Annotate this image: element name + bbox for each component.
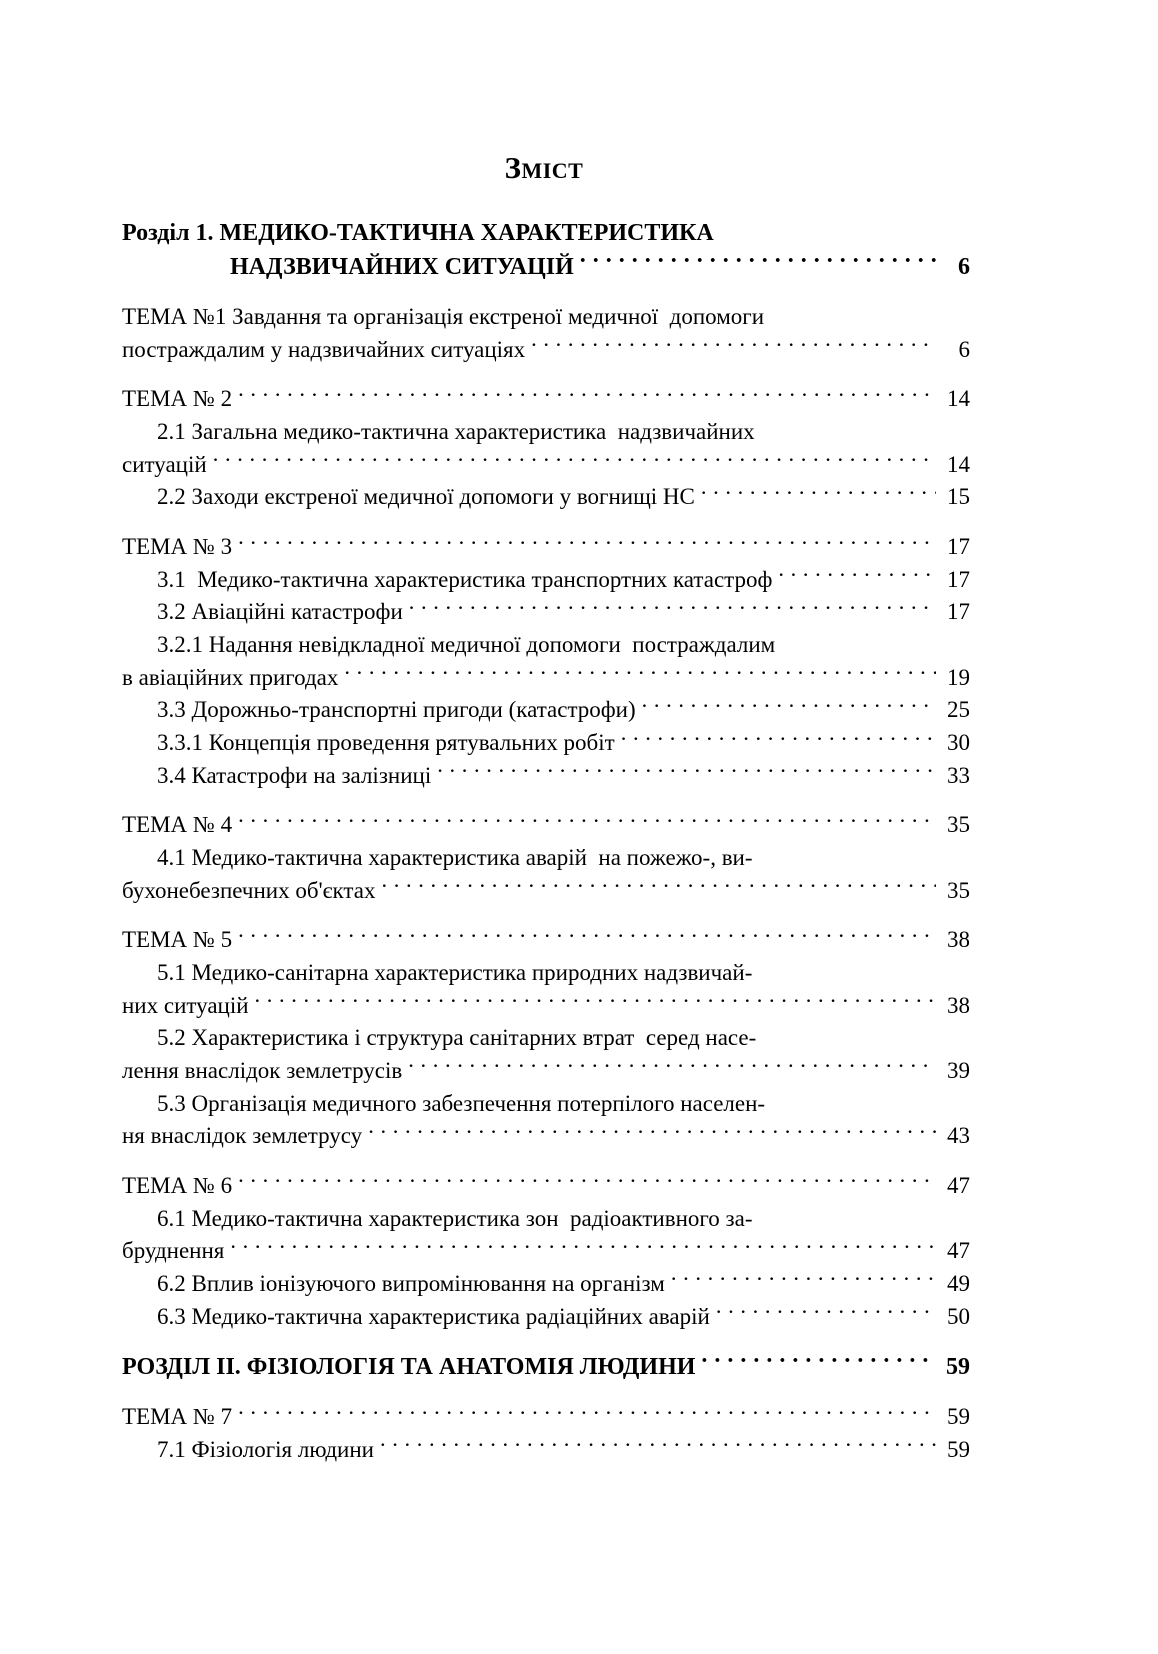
leader-dots	[238, 531, 936, 554]
toc-page-number: 30	[947, 730, 970, 756]
toc-entry-label: бруднення	[122, 1238, 225, 1264]
toc-group-tema-3	[122, 531, 970, 792]
toc-subgroup-sub-3-2-1	[122, 629, 970, 694]
toc-entry-label: 4.1 Медико-тактична характеристика аварій на пожежо-, ви-	[157, 845, 753, 870]
toc-page-number: 59	[947, 1436, 970, 1462]
toc-entry-label: в авіаційних пригодах	[122, 664, 339, 690]
toc-entry-label: ТЕМА № 2	[122, 386, 233, 412]
toc-subgroup-sub-5-3	[122, 1088, 970, 1153]
toc-group-tema-6	[122, 1170, 970, 1333]
toc-entry[interactable]	[122, 727, 970, 760]
toc-entry-label: ТЕМА № 7	[122, 1404, 233, 1430]
leader-dots	[778, 564, 936, 587]
toc-entry-label: ня внаслідок землетрусу	[122, 1123, 363, 1149]
toc-entry[interactable]	[122, 1235, 970, 1268]
toc-entry-label: 2.1 Загальна медико-тактична характеристика надзвичайних	[157, 419, 755, 445]
toc-entry[interactable]	[122, 449, 970, 482]
leader-dots	[368, 1120, 936, 1143]
leader-dots	[716, 1301, 936, 1324]
toc-page-number: 47	[947, 1172, 970, 1198]
toc-entry-label: 3.1 Медико-тактична характеристика транспортних катастроф	[157, 566, 773, 592]
toc-subgroup-sub-3-4	[122, 760, 970, 793]
toc-entry[interactable]	[122, 990, 970, 1023]
toc-page-number: 47	[947, 1238, 970, 1264]
toc-entry[interactable]	[122, 564, 970, 597]
toc-entry[interactable]	[122, 629, 970, 662]
toc-subgroup-sub-3-3-1	[122, 727, 970, 760]
toc-page-number: 19	[947, 664, 970, 690]
toc-entry-label: 2.2 Заходи екстреної медичної допомоги у вогнищі НС	[157, 484, 695, 510]
toc-page-number: 17	[947, 534, 970, 560]
leader-dots	[213, 449, 936, 472]
toc-entry-label: 6.2 Вплив іонізуючого випромінювання на організм	[157, 1270, 665, 1296]
toc-entry-label: 7.1 Фізіологія людини	[157, 1436, 374, 1462]
toc-entry[interactable]	[122, 1120, 970, 1153]
toc-entry[interactable]	[122, 809, 970, 842]
toc-entry-label: 3.4 Катастрофи на залізниці	[157, 762, 432, 788]
leader-dots	[238, 924, 936, 947]
toc-entry-label: ТЕМА № 5	[122, 927, 233, 953]
toc-entry-label: постраждалим у надзвичайних ситуаціях	[122, 336, 526, 362]
leader-dots	[701, 1350, 936, 1374]
leader-dots	[671, 1268, 936, 1291]
toc-entry[interactable]	[122, 383, 970, 416]
toc-page-number: 15	[947, 484, 970, 510]
toc-entry[interactable]	[122, 842, 970, 875]
toc-entry[interactable]	[122, 250, 970, 284]
toc-entry[interactable]	[122, 216, 970, 250]
toc-entry[interactable]	[122, 875, 970, 908]
toc-entry[interactable]	[122, 334, 970, 367]
toc-entry-label: ТЕМА № 6	[122, 1172, 233, 1198]
leader-dots	[381, 875, 936, 898]
toc-entry[interactable]	[122, 531, 970, 564]
leader-dots	[238, 1401, 936, 1424]
toc-entry[interactable]	[122, 596, 970, 629]
toc-entry-label: 3.3 Дорожньо-транспортні пригоди (катастрофи)	[157, 697, 636, 723]
toc-subgroup-sub-5-1	[122, 957, 970, 1022]
leader-dots	[408, 1055, 936, 1078]
toc-entry[interactable]	[122, 694, 970, 727]
toc-entry[interactable]	[122, 416, 970, 449]
toc-page-number: 39	[947, 1057, 970, 1083]
toc-entry[interactable]	[122, 1203, 970, 1236]
toc-page-number: 6	[958, 254, 970, 281]
toc-page-number: 35	[947, 877, 970, 903]
toc-entry-label: Розділ 1. МЕДИКО-ТАКТИЧНА ХАРАКТЕРИСТИКА	[122, 220, 714, 246]
leader-dots	[531, 334, 936, 357]
toc-entry-label: РОЗДІЛ ІІ. ФІЗІОЛОГІЯ ТА АНАТОМІЯ ЛЮДИНИ	[122, 1354, 696, 1381]
toc-entry-label: бухонебезпечних об'єктах	[122, 877, 376, 903]
leader-dots	[230, 1235, 936, 1258]
toc-page-number: 49	[947, 1270, 970, 1296]
toc-subgroup-sub-4-1	[122, 842, 970, 907]
toc-entry-label: НАДЗВИЧАЙНИХ СИТУАЦІЙ	[230, 254, 574, 281]
leader-dots	[238, 383, 936, 406]
toc-group-tema-5	[122, 924, 970, 1153]
toc-entry[interactable]	[122, 957, 970, 990]
table-of-contents	[122, 216, 970, 1467]
toc-group-tema-4	[122, 809, 970, 907]
toc-page-number: 33	[947, 762, 970, 788]
toc-page-number: 17	[947, 566, 970, 592]
toc-page-number: 14	[947, 386, 970, 412]
leader-dots	[437, 760, 936, 783]
leader-dots	[409, 596, 936, 619]
toc-page-number: 43	[947, 1123, 970, 1149]
toc-entry[interactable]	[122, 1022, 970, 1055]
toc-subgroup-sub-7-1	[122, 1434, 970, 1467]
toc-entry[interactable]	[122, 301, 970, 334]
leader-dots	[238, 1170, 936, 1193]
toc-entry[interactable]	[122, 1401, 970, 1434]
toc-page-number: 17	[947, 599, 970, 625]
toc-entry-label: 3.2 Авіаційні катастрофи	[157, 599, 403, 625]
toc-entry-label: них ситуацій	[122, 992, 249, 1018]
toc-page-number: 59	[947, 1404, 970, 1430]
leader-dots	[380, 1434, 936, 1457]
toc-entry-label: ситуацій	[122, 451, 207, 477]
toc-entry-label: 5.1 Медико-санітарна характеристика природних надзвичай-	[157, 959, 753, 985]
toc-entry[interactable]	[122, 1350, 970, 1384]
toc-entry-label: 6.3 Медико-тактична характеристика радіаційних аварій	[157, 1303, 710, 1329]
toc-entry[interactable]	[122, 1170, 970, 1203]
toc-page-number: 25	[947, 697, 970, 723]
toc-entry[interactable]	[122, 1088, 970, 1121]
toc-subgroup-sub-5-2	[122, 1022, 970, 1087]
toc-entry-label: 5.3 Організація медичного забезпечення потерпілого населен-	[157, 1090, 766, 1116]
toc-entry-label: 6.1 Медико-тактична характеристика зон радіоактивного за-	[157, 1205, 753, 1231]
toc-entry-label: 5.2 Характеристика і структура санітарних втрат серед насе-	[157, 1025, 757, 1051]
leader-dots	[255, 990, 936, 1013]
toc-entry-label: лення внаслідок землетрусів	[122, 1057, 403, 1083]
toc-entry-label: ТЕМА № 3	[122, 534, 233, 560]
toc-subgroup-sub-6-1	[122, 1203, 970, 1268]
leader-dots	[344, 662, 936, 685]
toc-page-number: 38	[947, 992, 970, 1018]
toc-group-tema-1	[122, 301, 970, 366]
leader-dots	[580, 250, 936, 274]
toc-entry[interactable]	[122, 662, 970, 695]
toc-subgroup-sub-3-3	[122, 694, 970, 727]
toc-entry-label: ТЕМА № 4	[122, 812, 233, 838]
leader-dots	[238, 809, 936, 832]
toc-subgroup-sub-2-1	[122, 416, 970, 481]
toc-group-rozdil-2	[122, 1350, 970, 1384]
toc-page-number: 35	[947, 812, 970, 838]
toc-subgroup-sub-6-3	[122, 1301, 970, 1334]
toc-entry-label: 3.2.1 Надання невідкладної медичної допомоги постраждалим	[157, 632, 776, 658]
toc-entry-label: 3.3.1 Концепція проведення рятувальних робіт	[157, 730, 615, 756]
toc-group-tema-7	[122, 1401, 970, 1466]
toc-page-number: 6	[958, 336, 970, 362]
toc-entry[interactable]	[122, 1301, 970, 1334]
toc-subgroup-sub-6-2	[122, 1268, 970, 1301]
toc-entry[interactable]	[122, 1055, 970, 1088]
toc-page-number: 14	[947, 451, 970, 477]
toc-page-number: 59	[946, 1354, 970, 1381]
leader-dots	[621, 727, 936, 750]
toc-subgroup-sub-2-2	[122, 481, 970, 514]
toc-page-number: 50	[947, 1303, 970, 1329]
toc-entry[interactable]	[122, 1268, 970, 1301]
toc-subgroup-sub-3-2	[122, 596, 970, 629]
toc-subgroup-sub-3-1	[122, 564, 970, 597]
toc-page-number: 38	[947, 927, 970, 953]
toc-entry[interactable]	[122, 1434, 970, 1467]
toc-entry[interactable]	[122, 924, 970, 957]
toc-entry[interactable]	[122, 481, 970, 514]
toc-group-rozdil-1	[122, 216, 970, 284]
toc-entry-label: ТЕМА №1 Завдання та організація екстреної медичної допомоги	[122, 304, 765, 330]
leader-dots	[701, 481, 936, 504]
page-title: Зміст	[504, 150, 584, 185]
toc-entry[interactable]	[122, 760, 970, 793]
toc-group-tema-2	[122, 383, 970, 514]
leader-dots	[642, 694, 936, 717]
